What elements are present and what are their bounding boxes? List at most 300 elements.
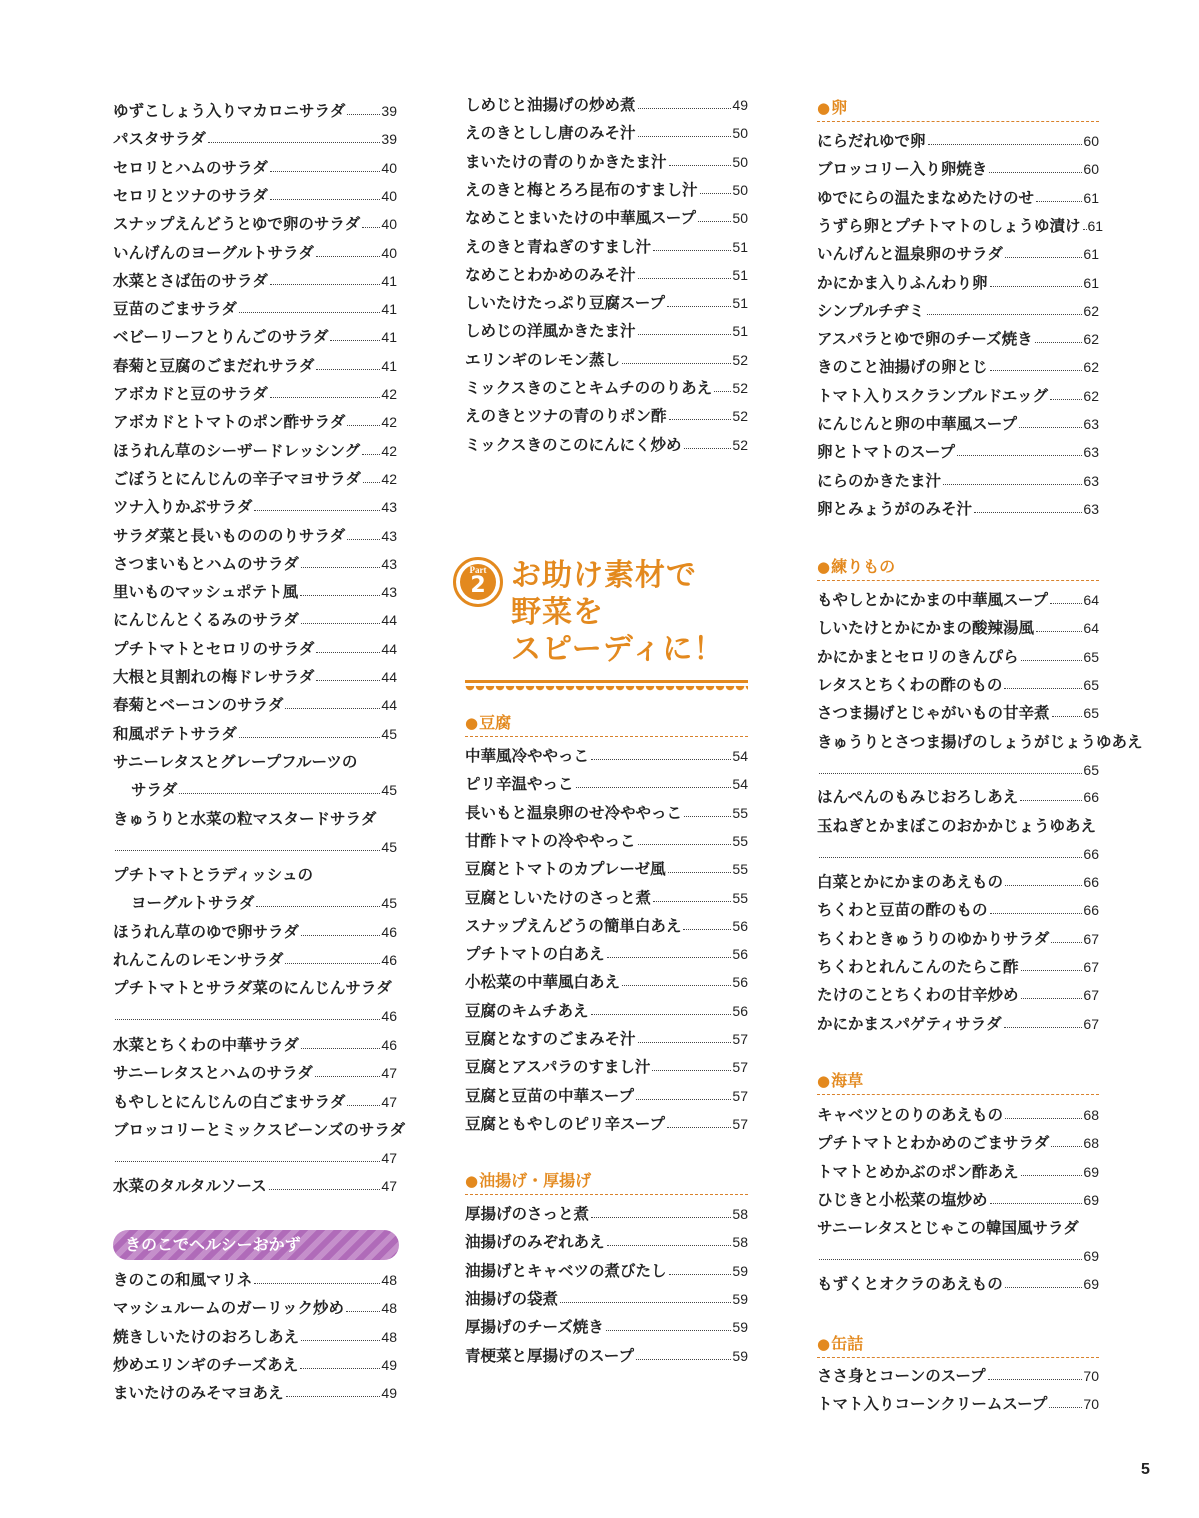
leader-dots xyxy=(591,759,731,760)
entry-title: きのこの和風マリネ xyxy=(113,1271,253,1289)
toc-entry xyxy=(817,215,1104,237)
toc-entry xyxy=(817,243,1099,265)
toc-entry xyxy=(113,525,397,547)
entry-page: 62 xyxy=(1083,331,1099,348)
page-number: 5 xyxy=(1141,1461,1150,1478)
entry-page: 61 xyxy=(1083,246,1099,263)
leader-dots xyxy=(652,1070,731,1071)
entry-page: 42 xyxy=(381,442,397,459)
leader-dots xyxy=(990,1203,1083,1204)
toc-entry xyxy=(465,320,748,342)
leader-dots xyxy=(256,906,380,907)
toc-entry xyxy=(113,949,397,971)
entry-page: 47 xyxy=(381,1065,397,1082)
entry-page: 52 xyxy=(732,436,748,453)
leader-dots xyxy=(990,370,1083,371)
entry-page: 57 xyxy=(732,1059,748,1076)
leader-dots xyxy=(330,340,380,341)
toc-entry xyxy=(465,830,748,852)
toc-entry xyxy=(465,349,748,371)
entry-title: トマト入りスクランブルドエッグ xyxy=(817,386,1048,405)
entry-page: 54 xyxy=(732,776,748,793)
toc-entry xyxy=(465,405,748,427)
entry-title: スナップえんどうの簡単白あえ xyxy=(465,916,682,935)
entry-page: 45 xyxy=(381,725,397,742)
entry-page: 48 xyxy=(381,1328,397,1345)
entry-page: 65 xyxy=(1083,676,1099,693)
leader-dots xyxy=(638,278,732,279)
entry-title: 油揚げの袋煮 xyxy=(465,1289,559,1308)
entry-page: 70 xyxy=(1083,1368,1099,1384)
entry-title: 炒めエリンギのチーズあえ xyxy=(113,1355,299,1374)
toc-entry xyxy=(465,377,748,399)
entry-title: 厚揚げのさっと煮 xyxy=(465,1205,590,1223)
entry-title: セロリとツナのサラダ xyxy=(113,186,268,205)
toc-entry xyxy=(113,1269,397,1291)
toc-entry xyxy=(465,1231,748,1253)
entry-title: しめじと油揚げの炒め煮 xyxy=(465,96,636,114)
leader-dots xyxy=(1021,1175,1083,1176)
entry-title: 春菊とベーコンのサラダ xyxy=(113,696,284,715)
entry-title: 里いものマッシュポテト風 xyxy=(113,583,299,602)
entry-page: 46 xyxy=(381,1008,397,1024)
entry-page: 54 xyxy=(732,748,748,764)
entry-page: 47 xyxy=(381,1150,397,1166)
entry-page: 66 xyxy=(1083,902,1099,919)
toc-entry xyxy=(817,1013,1099,1035)
leader-dots xyxy=(684,816,731,817)
entry-title: サラダ菜と長いものののりサラダ xyxy=(113,526,346,545)
entry-title: 豆腐のキムチあえ xyxy=(465,1001,589,1020)
leader-dots xyxy=(270,199,381,200)
bullet-icon: ● xyxy=(817,99,831,117)
leader-dots xyxy=(714,391,731,392)
entry-page: 56 xyxy=(732,946,748,963)
entry-title: レタスとちくわの酢のもの xyxy=(817,675,1003,694)
entry-page: 50 xyxy=(732,210,748,227)
entry-page: 67 xyxy=(1083,930,1099,947)
toc-entry xyxy=(465,773,748,795)
entry-page: 61 xyxy=(1087,217,1104,234)
entry-page: 63 xyxy=(1083,416,1099,432)
entry-title: えのきとツナの青のりポン酢 xyxy=(465,407,667,426)
entry-page: 55 xyxy=(732,832,748,849)
leader-dots xyxy=(362,454,380,455)
toc-entry-line2 xyxy=(113,1005,397,1027)
entry-page: 41 xyxy=(381,329,397,346)
entry-title: 卵とトマトのスープ xyxy=(817,443,955,462)
entry-page: 69 xyxy=(1083,1191,1099,1208)
entry-page: 44 xyxy=(381,669,397,685)
leader-dots xyxy=(1019,427,1082,428)
leader-dots xyxy=(1052,716,1083,717)
leader-dots xyxy=(347,425,380,426)
entry-title: 長いもと温泉卵のせ冷ややっこ xyxy=(465,803,683,822)
entry-page: 63 xyxy=(1083,500,1099,517)
entry-page: 58 xyxy=(732,1206,748,1222)
leader-dots xyxy=(115,1161,380,1162)
entry-title: まいたけの青のりかきたま汁 xyxy=(465,152,667,171)
part-badge-inner xyxy=(460,564,496,600)
entry-title: 小松菜の中華風白あえ xyxy=(465,973,621,992)
entry-title: 豆苗のごまサラダ xyxy=(113,300,237,319)
entry-title: いんげんのヨーグルトサラダ xyxy=(113,243,314,262)
entry-page: 44 xyxy=(381,640,397,657)
entry-page: 48 xyxy=(381,1272,397,1288)
entry-title: ツナ入りかぶサラダ xyxy=(113,498,253,517)
toc-entry xyxy=(113,553,397,575)
entry-title: 焼きしいたけのおろしあえ xyxy=(113,1327,300,1346)
toc-entry xyxy=(817,646,1099,668)
entry-page: 65 xyxy=(1083,648,1099,665)
entry-page: 57 xyxy=(732,1031,748,1047)
entry-page: 52 xyxy=(732,380,748,396)
entry-page: 63 xyxy=(1083,472,1099,489)
entry-title: 豆腐と豆苗の中華スープ xyxy=(465,1086,634,1105)
toc-entry xyxy=(817,385,1099,407)
entry-page: 62 xyxy=(1083,359,1099,376)
leader-dots xyxy=(1004,688,1082,689)
toc-entry xyxy=(113,383,397,405)
toc-entry xyxy=(817,956,1099,978)
leader-dots xyxy=(1050,603,1082,604)
entry-title: さつまいもとハムのサラダ xyxy=(113,554,299,573)
leader-dots xyxy=(1004,1027,1083,1028)
entry-title: まいたけのみそマヨあえ xyxy=(113,1384,284,1403)
toc-entry xyxy=(817,1104,1099,1126)
leader-dots xyxy=(1005,885,1082,886)
entry-title: 甘酢トマトの冷ややっこ xyxy=(465,831,636,850)
entry-title: ひじきと小松菜の塩炒め xyxy=(817,1190,988,1209)
toc-entry xyxy=(817,589,1099,611)
entry-page: 68 xyxy=(1083,1135,1099,1152)
entry-page: 39 xyxy=(381,103,397,119)
toc-entry-line1: きゅうりとさつま揚げのしょうがじょうゆあえ xyxy=(817,733,1143,751)
toc-entry xyxy=(465,802,748,824)
entry-page: 67 xyxy=(1083,958,1099,975)
leader-dots xyxy=(1021,998,1083,999)
toc-entry xyxy=(113,440,397,462)
toc-entry xyxy=(817,1189,1099,1211)
entry-title: いんげんと温泉卵のサラダ xyxy=(817,245,1003,264)
entry-title: 油揚げのみぞれあえ xyxy=(465,1233,605,1252)
entry-title: シンプルチヂミ xyxy=(817,301,925,320)
leader-dots xyxy=(1005,257,1083,258)
entry-page: 61 xyxy=(1083,189,1099,206)
section-title: 油揚げ・厚揚げ xyxy=(479,1171,592,1190)
toc-entry xyxy=(465,264,748,286)
toc-entry-line2 xyxy=(817,1245,1099,1267)
bullet-icon: ● xyxy=(817,1072,831,1090)
toc-entry xyxy=(113,1354,397,1376)
leader-dots xyxy=(347,1105,380,1106)
leader-dots xyxy=(239,737,381,738)
toc-entry xyxy=(465,94,748,116)
entry-title: もずくとオクラのあえもの xyxy=(817,1275,1003,1293)
leader-dots xyxy=(669,419,732,420)
leader-dots xyxy=(698,221,731,222)
entry-title: 厚揚げのチーズ焼き xyxy=(465,1318,604,1337)
entry-title: ささ身とコーンのスープ xyxy=(817,1367,986,1385)
leader-dots xyxy=(285,963,380,964)
entry-page: 55 xyxy=(732,889,748,906)
leader-dots xyxy=(1036,201,1082,202)
entry-page: 45 xyxy=(381,839,397,855)
toc-entry xyxy=(817,300,1099,322)
entry-title: 水菜とさば缶のサラダ xyxy=(113,271,268,290)
leader-dots xyxy=(1049,1407,1082,1408)
entry-page: 44 xyxy=(381,697,397,714)
leader-dots xyxy=(700,193,732,194)
toc-entry-line1: きゅうりと水菜の粒マスタードサラダ xyxy=(113,810,377,828)
toc-entry xyxy=(465,1113,748,1135)
entry-page: 42 xyxy=(381,386,397,402)
kinoko-section-title: きのこでヘルシーおかず xyxy=(113,1230,399,1260)
leader-dots xyxy=(638,108,732,109)
leader-dots xyxy=(668,872,732,873)
entry-title: ピリ辛温やっこ xyxy=(465,775,574,794)
entry-title: ミックスきのこのにんにく炒め xyxy=(465,435,682,454)
entry-title: ごぼうとにんじんの辛子マヨサラダ xyxy=(113,469,361,488)
leader-dots xyxy=(316,256,381,257)
entry-title: ベビーリーフとりんごのサラダ xyxy=(113,328,329,347)
entry-title: 豆腐とトマトのカプレーゼ風 xyxy=(465,860,666,879)
leader-dots xyxy=(301,1048,381,1049)
entry-page: 59 xyxy=(732,1290,748,1307)
leader-dots xyxy=(669,165,732,166)
entry-title: 大根と貝割れの梅ドレサラダ xyxy=(113,668,315,686)
leader-dots xyxy=(1020,800,1082,801)
toc-entry xyxy=(113,326,397,348)
leader-dots xyxy=(622,985,731,986)
section-title: 豆腐 xyxy=(479,713,512,732)
entry-title: ブロッコリー入り卵焼き xyxy=(817,160,988,179)
leader-dots xyxy=(636,1099,731,1100)
entry-page: 40 xyxy=(381,159,397,176)
entry-title: ミックスきのことキムチののりあえ xyxy=(465,379,713,397)
toc-entry xyxy=(465,1000,748,1022)
entry-page: 43 xyxy=(381,527,397,544)
kaiso-section-head xyxy=(817,1070,1099,1095)
entry-title: パスタサラダ xyxy=(113,130,206,149)
entry-page: 52 xyxy=(732,408,748,425)
leader-dots xyxy=(239,312,381,313)
toc-entry xyxy=(113,157,397,179)
toc-entry-line1: 玉ねぎとかまぼこのおかかじょうゆあえ xyxy=(817,817,1097,835)
toc-entry xyxy=(113,638,397,660)
entry-page: 59 xyxy=(732,1319,748,1336)
entry-title: ちくわとれんこんのたらこ酢 xyxy=(817,957,1019,976)
leader-dots xyxy=(270,284,381,285)
entry-page: 40 xyxy=(381,216,397,233)
toc-entry xyxy=(465,434,748,456)
toc-entry xyxy=(817,702,1099,724)
leader-dots xyxy=(1021,660,1083,661)
toc-entry xyxy=(817,1393,1099,1415)
leader-dots xyxy=(270,171,381,172)
leader-dots xyxy=(300,1368,380,1369)
entry-page: 56 xyxy=(732,974,748,991)
leader-dots xyxy=(254,1283,380,1284)
toc-entry xyxy=(465,122,748,144)
entry-page: 68 xyxy=(1083,1107,1099,1123)
leader-dots xyxy=(928,144,1083,145)
entry-page: 66 xyxy=(1083,874,1099,890)
leader-dots xyxy=(254,510,380,511)
entry-title: 水菜のタルタルソース xyxy=(113,1177,267,1195)
toc-entry xyxy=(465,1203,748,1225)
toc-entry xyxy=(465,151,748,173)
toc-entry xyxy=(817,871,1099,893)
leader-dots xyxy=(115,850,380,851)
entry-page: 51 xyxy=(732,323,748,340)
leader-dots xyxy=(606,1330,732,1331)
entry-page: 49 xyxy=(381,1385,397,1402)
entry-page: 52 xyxy=(732,351,748,368)
toc-entry xyxy=(113,128,397,150)
entry-page: 50 xyxy=(732,153,748,170)
leader-dots xyxy=(315,1076,381,1077)
leader-dots xyxy=(316,680,380,681)
leader-dots xyxy=(347,114,380,115)
entry-page: 66 xyxy=(1083,789,1099,805)
entry-title: なめことまいたけの中華風スープ xyxy=(465,209,696,228)
leader-dots xyxy=(363,482,381,483)
entry-title-cont: サラダ xyxy=(131,781,178,799)
leader-dots xyxy=(285,708,380,709)
leader-dots xyxy=(990,913,1083,914)
leader-dots xyxy=(819,857,1082,858)
toc-entry xyxy=(113,100,397,122)
leader-dots xyxy=(819,773,1082,774)
entry-title: アスパラとゆで卵のチーズ焼き xyxy=(817,330,1033,349)
entry-title: しめじの洋風かきたま汁 xyxy=(465,322,636,341)
toc-entry xyxy=(113,242,397,264)
toc-entry-line1: サニーレタスとグレープフルーツの xyxy=(113,753,358,771)
leader-dots xyxy=(957,455,1082,456)
leader-dots xyxy=(1005,1118,1082,1119)
leader-dots xyxy=(667,306,731,307)
leader-dots xyxy=(1036,631,1082,632)
entry-page: 41 xyxy=(381,272,397,289)
entry-page: 45 xyxy=(381,782,397,798)
entry-title: 豆腐としいたけのさっと煮 xyxy=(465,888,652,907)
entry-page: 45 xyxy=(381,895,397,911)
entry-page: 43 xyxy=(381,555,397,572)
entry-title: 和風ポテトサラダ xyxy=(113,724,237,743)
toc-entry xyxy=(465,1085,748,1107)
entry-page: 51 xyxy=(732,238,748,255)
entry-title: キャベツとのりのあえもの xyxy=(817,1106,1004,1124)
toc-entry-line1: ブロッコリーとミックスビーンズのサラダ xyxy=(113,1121,406,1139)
entry-title: ちくわときゅうりのゆかりサラダ xyxy=(817,929,1050,948)
toc-entry xyxy=(113,723,397,745)
entry-title: プチトマトとわかめのごまサラダ xyxy=(817,1134,1050,1153)
entry-title: ゆでにらの温たまなめたけのせ xyxy=(817,188,1035,207)
entry-title: しいたけたっぷり豆腐スープ xyxy=(465,294,665,313)
entry-page: 70 xyxy=(1083,1396,1099,1413)
egg-section-head xyxy=(817,97,1099,122)
entry-title: ほうれん草のゆで卵サラダ xyxy=(113,923,299,941)
entry-page: 60 xyxy=(1083,133,1099,149)
entry-title-cont: ヨーグルトサラダ xyxy=(131,894,255,912)
toc-entry xyxy=(465,1028,748,1050)
leader-dots xyxy=(1021,970,1083,971)
leader-dots xyxy=(638,1042,732,1043)
entry-page: 50 xyxy=(732,125,748,142)
entry-page: 42 xyxy=(381,470,397,487)
toc-entry xyxy=(113,355,397,377)
entry-title: れんこんのレモンサラダ xyxy=(113,951,284,970)
entry-title: 春菊と豆腐のごまだれサラダ xyxy=(113,356,315,375)
toc-entry xyxy=(113,185,397,207)
toc-entry xyxy=(465,1056,748,1078)
entry-page: 47 xyxy=(381,1178,397,1194)
leader-dots xyxy=(684,448,732,449)
leader-dots xyxy=(607,957,732,958)
leader-dots xyxy=(638,844,732,845)
entry-page: 63 xyxy=(1083,444,1099,461)
leader-dots xyxy=(636,1359,731,1360)
toc-column-2 xyxy=(465,0,748,1518)
toc-entry xyxy=(817,984,1099,1006)
entry-page: 43 xyxy=(381,584,397,601)
entry-page: 62 xyxy=(1083,387,1099,404)
entry-page: 46 xyxy=(381,952,397,969)
entry-page: 47 xyxy=(381,1093,397,1110)
leader-dots xyxy=(346,1311,380,1312)
toc-entry xyxy=(465,971,748,993)
entry-title: にらのかきたま汁 xyxy=(817,471,942,490)
entry-page: 46 xyxy=(381,1037,397,1053)
leader-dots xyxy=(591,1217,731,1218)
leader-dots xyxy=(1050,399,1082,400)
entry-page: 57 xyxy=(732,1087,748,1104)
section-title: 缶詰 xyxy=(831,1334,864,1353)
section-title: 海草 xyxy=(831,1071,864,1090)
entry-title: かにかまとセロリのきんぴら xyxy=(817,647,1019,666)
toc-entry-line2 xyxy=(817,843,1099,865)
entry-title: かにかま入りふんわり卵 xyxy=(817,273,988,292)
entry-title: サニーレタスとハムのサラダ xyxy=(113,1064,313,1083)
toc-entry xyxy=(465,1345,748,1367)
toc-entry xyxy=(113,1175,397,1197)
toc-column-3 xyxy=(817,0,1143,1518)
toc-entry xyxy=(817,928,1099,950)
leader-dots xyxy=(591,1014,732,1015)
leader-dots xyxy=(301,935,381,936)
entry-title: 白菜とかにかまのあえもの xyxy=(817,873,1004,891)
entry-title: セロリとハムのサラダ xyxy=(113,158,268,177)
leader-dots xyxy=(208,142,381,143)
entry-title: えのきとしし唐のみそ汁 xyxy=(465,124,636,143)
toc-entry xyxy=(113,411,397,433)
section-title: 練りもの xyxy=(831,557,896,576)
entry-title: にんじんと卵の中華風スープ xyxy=(817,415,1017,433)
entry-title: さつま揚げとじゃがいもの甘辛煮 xyxy=(817,704,1050,723)
entry-page: 66 xyxy=(1083,846,1099,862)
entry-title: 中華風冷ややっこ xyxy=(465,747,590,765)
neri-section-head xyxy=(817,556,1099,581)
entry-title: えのきと梅とろろ昆布のすまし汁 xyxy=(465,180,698,199)
entry-title: トマト入りコーンクリームスープ xyxy=(817,1395,1048,1414)
entry-page: 50 xyxy=(732,181,748,198)
leader-dots xyxy=(301,1340,380,1341)
entry-page: 46 xyxy=(381,924,397,940)
toc-entry xyxy=(465,207,748,229)
toc-entry xyxy=(465,179,748,201)
leader-dots xyxy=(819,1259,1082,1260)
